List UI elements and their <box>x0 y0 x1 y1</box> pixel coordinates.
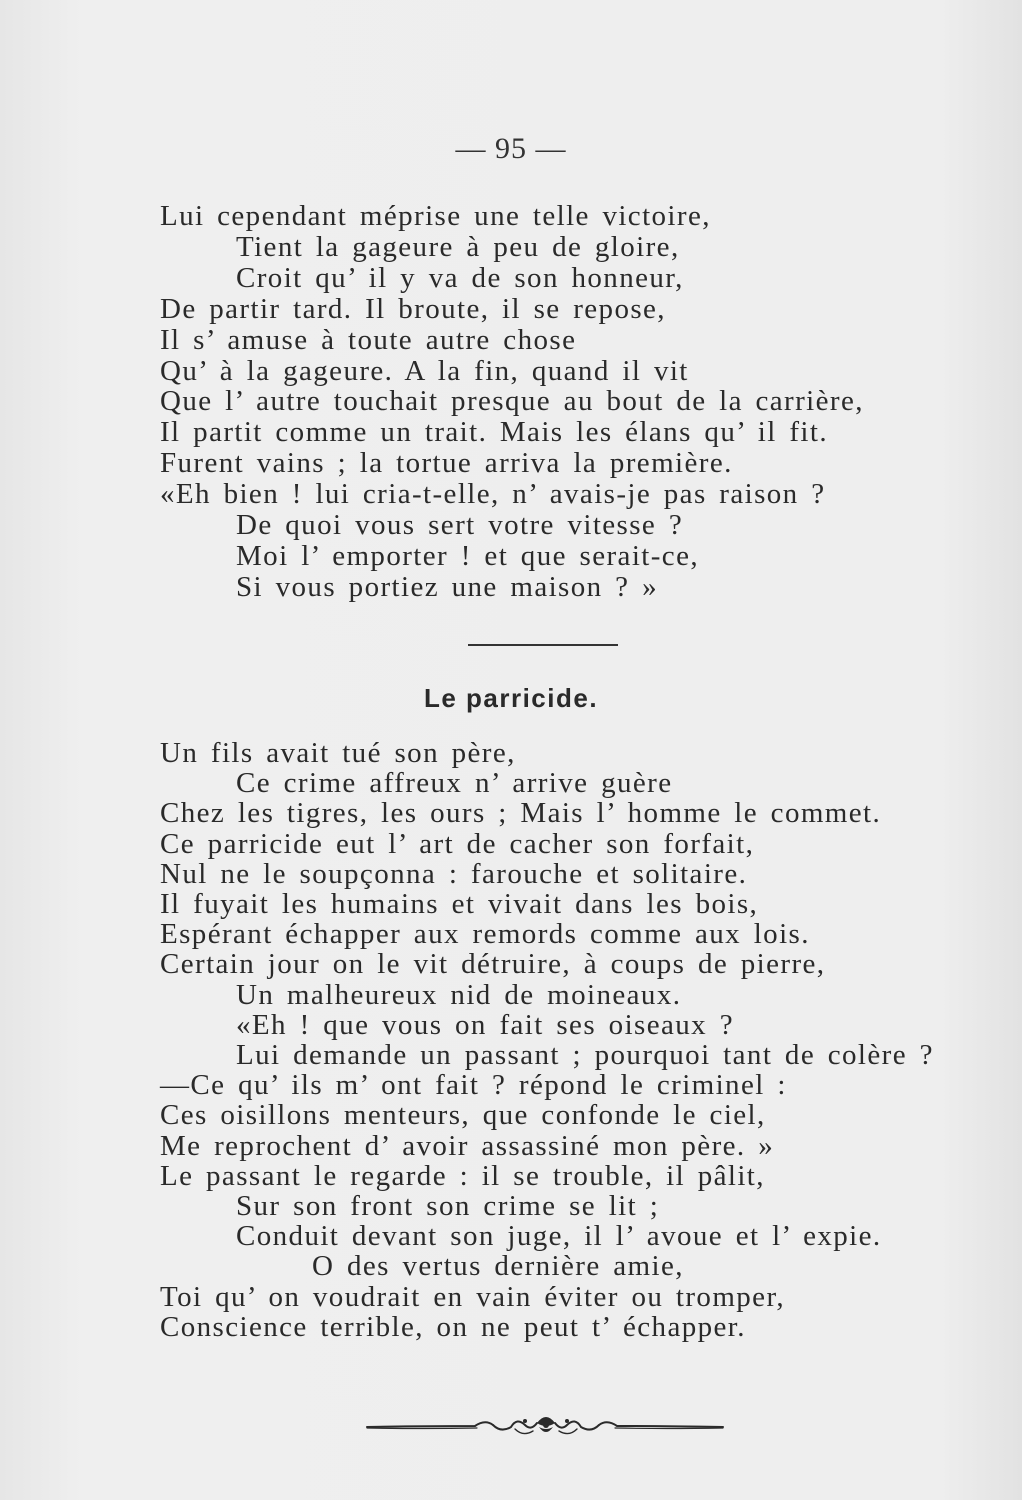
poem-line: Me reprochent d’ avoir assassiné mon père. » <box>160 1129 775 1162</box>
poem-line: Espérant échapper aux remords comme aux lois. <box>160 918 810 951</box>
poem-line: Lui demande un passant ; pourquoi tant de colère ? <box>236 1039 934 1072</box>
poem-line: Conscience terrible, on ne peut t’ échapper. <box>160 1310 746 1343</box>
poem-line: Sur son front son crime se lit ; <box>236 1190 660 1223</box>
poem-le-parricide <box>160 738 980 1342</box>
poem-line: Un fils avait tué son père, <box>160 737 516 769</box>
poem-line: Le passant le regarde : il se trouble, il pâlit, <box>160 1159 765 1192</box>
page-number: — 95 — <box>455 132 567 165</box>
poem-line: Il fuyait les humains et vivait dans les bois, <box>160 888 759 921</box>
poem-line: Moi l’ emporter ! et que serait-ce, <box>236 539 699 572</box>
poem-line: Qu’ à la gageure. A la fin, quand il vit <box>160 354 689 387</box>
poem-line: Conduit devant son juge, il l’ avoue et l’ expie. <box>236 1220 882 1253</box>
poem-line: Lui cependant méprise une telle victoire, <box>160 200 711 232</box>
section-divider-rule <box>468 644 618 646</box>
poem-line: Il partit comme un trait. Mais les élans qu’ il fit. <box>160 416 828 449</box>
poem-line: Ce crime affreux n’ arrive guère <box>236 767 673 800</box>
poem-line: Furent vains ; la tortue arriva la première. <box>160 447 733 480</box>
ornament-flourish-icon <box>365 1407 725 1443</box>
poem-line: «Eh bien ! lui cria-t-elle, n’ avais-je pas raison ? <box>160 478 826 511</box>
poem-line: «Eh ! que vous on fait ses oiseaux ? <box>236 1008 734 1041</box>
poem-line: Ce parricide eut l’ art de cacher son forfait, <box>160 827 755 860</box>
poem-line: Certain jour on le vit détruire, à coups de pierre, <box>160 948 826 981</box>
poem-line: De quoi vous sert votre vitesse ? <box>236 509 684 542</box>
poem-fable-continuation <box>160 201 980 603</box>
poem-line: O des vertus dernière amie, <box>312 1250 684 1283</box>
poem-line: De partir tard. Il broute, il se repose, <box>160 292 666 325</box>
poem-line: Chez les tigres, les ours ; Mais l’ homme le commet. <box>160 797 882 830</box>
section-title: Le parricide. <box>423 683 599 713</box>
poem-line: Ces oisillons menteurs, que confonde le ciel, <box>160 1099 766 1132</box>
poem-line: Tient la gageure à peu de gloire, <box>236 230 680 263</box>
poem-line: Que l’ autre touchait presque au bout de la carrière, <box>160 385 864 418</box>
poem-line: Un malheureux nid de moineaux. <box>236 978 682 1011</box>
poem-line: Toi qu’ on voudrait en vain éviter ou tromper, <box>160 1280 785 1313</box>
poem-line: Croit qu’ il y va de son honneur, <box>236 261 684 294</box>
poem-line: —Ce qu’ ils m’ ont fait ? répond le criminel : <box>160 1069 787 1102</box>
poem-line: Nul ne le soupçonna : farouche et solitaire. <box>160 857 748 890</box>
poem-line: Si vous portiez une maison ? » <box>236 570 659 603</box>
poem-line: Il s’ amuse à toute autre chose <box>160 323 577 356</box>
